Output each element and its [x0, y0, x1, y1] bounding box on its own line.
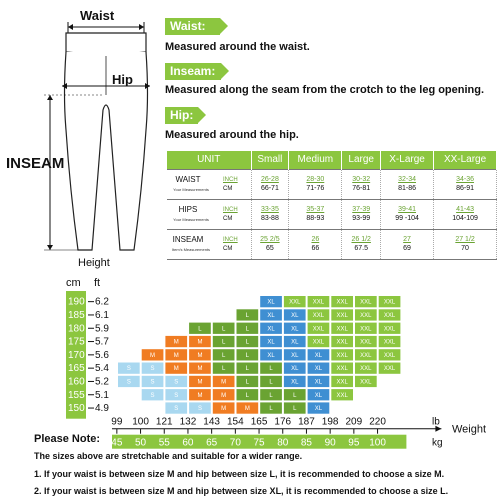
table-cell: 35-37 88-93: [289, 199, 342, 229]
table-cell: 26 1/2 67.5: [342, 229, 381, 259]
weight-lb-tick: 187: [298, 416, 315, 428]
header-small: Small: [251, 151, 289, 169]
hip-tag: Hip:: [165, 107, 198, 124]
unit-cm: CM: [223, 215, 233, 222]
row-head-inseam: [167, 229, 251, 259]
waist-label: Waist: [80, 8, 115, 23]
size-cell-label: M: [221, 379, 227, 386]
size-table: [167, 151, 497, 260]
size-cell-label: M: [197, 379, 203, 386]
row-subtitle: Your Measurements: [173, 216, 209, 222]
size-cell-label: M: [173, 352, 179, 359]
size-cell-label: M: [221, 406, 227, 413]
height-cm-tick: 185: [68, 309, 85, 321]
inseam-label: INSEAM: [6, 155, 65, 172]
size-cell-label: L: [245, 312, 250, 319]
size-cell-label: XXL: [360, 299, 372, 306]
header-large: Large: [342, 151, 381, 169]
size-cell-label: XL: [291, 312, 299, 319]
size-cell-label: L: [221, 326, 226, 333]
row-subtitle: Item's Measurements: [171, 246, 211, 252]
inseam-description: Measured along the seam from the crotch to the leg opening.: [165, 84, 485, 96]
row-head-waist: [167, 169, 251, 199]
size-cell-label: L: [269, 392, 273, 399]
weight-lb-tick: 99: [111, 416, 123, 428]
height-ft-tick: 5.2: [95, 376, 109, 388]
size-cell-label: M: [150, 352, 156, 359]
weight-lb-tick: 121: [155, 416, 173, 428]
size-cell-label: XXL: [383, 352, 396, 359]
size-cell-label: M: [244, 406, 250, 413]
weight-unit-kg: kg: [432, 437, 443, 449]
size-cell-label: XL: [291, 339, 299, 346]
size-cell-label: XXL: [383, 366, 396, 373]
unit-cm: CM: [223, 185, 233, 192]
size-cell-label: S: [174, 392, 179, 399]
weight-title: Weight: [452, 423, 487, 436]
height-ft-tick: 5.7: [95, 336, 109, 348]
table-cell: 37-39 93-99: [342, 199, 381, 229]
height-cm-tick: 170: [68, 349, 85, 361]
weight-kg-tick: 55: [158, 437, 170, 449]
table-row-inseam: [167, 229, 497, 259]
table-cell: 33-35 83-88: [251, 199, 289, 229]
height-ft-tick: 5.9: [95, 323, 109, 335]
unit-cm: CM: [223, 245, 233, 252]
size-table-header: [167, 151, 497, 169]
table-row-waist: [167, 169, 497, 199]
size-cell-label: XXL: [360, 379, 372, 386]
weight-lb-tick: 132: [179, 416, 197, 428]
header-unit: UNIT: [167, 151, 251, 169]
table-cell: 34-36 86-91: [434, 169, 497, 199]
size-cell-label: XXL: [336, 326, 348, 333]
size-cell-label: XXL: [383, 312, 396, 319]
weight-kg-tick: 50: [134, 437, 147, 449]
table-cell: 26 66: [289, 229, 342, 259]
size-cell-label: XXL: [312, 312, 325, 319]
table-cell: 39-41 99 -104: [381, 199, 434, 229]
weight-lb-tick: 154: [227, 416, 244, 428]
table-cell: 30-32 76-81: [342, 169, 381, 199]
size-cell-label: XXL: [336, 366, 348, 373]
size-cell-label: XXL: [360, 339, 372, 346]
row-name: HIPS: [178, 204, 198, 214]
size-cell-label: L: [245, 352, 250, 359]
size-cell-label: XXL: [336, 352, 348, 359]
note-line: The sizes above are stretchable and suitable for a wider range.: [34, 451, 303, 461]
height-title: Height: [78, 257, 110, 269]
row-head-hips: [167, 199, 251, 229]
size-cell-label: L: [198, 326, 202, 333]
weight-kg-tick: 70: [229, 437, 241, 449]
table-cell: 41-43 104-109: [434, 199, 497, 229]
size-cell-label: S: [126, 379, 131, 386]
size-cell-label: M: [197, 392, 203, 399]
size-cell-label: XXL: [312, 299, 325, 306]
size-cell-label: XL: [267, 339, 275, 346]
size-cell-label: XL: [314, 366, 323, 373]
size-cell-label: S: [174, 406, 179, 413]
inseam-tag: Inseam:: [165, 63, 221, 80]
size-cell-label: L: [269, 406, 273, 413]
weight-lb-tick: 198: [321, 416, 339, 428]
size-cell-label: S: [150, 366, 155, 373]
size-cell-label: L: [245, 339, 250, 346]
size-cell-label: L: [245, 392, 250, 399]
size-cell-label: M: [197, 352, 203, 359]
header-medium: Medium: [289, 151, 342, 169]
size-cell-label: XXL: [336, 339, 348, 346]
size-cell-label: L: [221, 339, 226, 346]
size-cell-label: XXL: [312, 339, 325, 346]
weight-lb-tick: 165: [250, 416, 268, 428]
waist-description: Measured around the waist.: [165, 41, 310, 53]
table-cell: 26-28 66-71: [251, 169, 289, 199]
hip-description: Measured around the hip.: [165, 129, 299, 141]
weight-lb-tick: 209: [345, 416, 363, 428]
weight-lb-tick: 220: [369, 416, 386, 428]
size-cell-label: M: [197, 339, 203, 346]
size-cell-label: XXL: [336, 379, 348, 386]
size-cell-label: L: [269, 366, 273, 373]
weight-lb-tick: 100: [132, 416, 149, 428]
height-unit-cm: cm: [66, 277, 81, 289]
table-cell: 27 69: [381, 229, 434, 259]
size-cell-label: XL: [267, 326, 275, 333]
table-row-hips: [167, 199, 497, 229]
size-cell-label: L: [293, 406, 297, 413]
size-cell-label: XL: [267, 352, 275, 359]
height-ft-tick: 6.1: [95, 309, 109, 321]
size-cell-label: M: [221, 392, 227, 399]
size-cell-label: L: [245, 379, 250, 386]
size-cell-label: XXL: [289, 299, 301, 306]
size-cell-label: XXL: [360, 352, 372, 359]
hip-label: Hip: [112, 72, 133, 87]
size-cell-label: XXL: [360, 326, 372, 333]
unit-inch: INCH: [223, 206, 238, 213]
height-ft-tick: 5.6: [95, 349, 109, 361]
size-cell-label: L: [221, 366, 226, 373]
height-cm-tick: 180: [68, 323, 85, 335]
size-cell-label: XL: [291, 366, 299, 373]
height-cm-tick: 190: [68, 296, 85, 308]
row-name: WAIST: [175, 174, 201, 184]
size-cell-label: L: [269, 379, 273, 386]
size-cell-label: L: [293, 392, 297, 399]
height-ft-tick: 4.9: [95, 403, 109, 415]
size-cell-label: S: [150, 392, 155, 399]
size-cell-label: XXL: [336, 312, 348, 319]
weight-lb-tick: 143: [203, 416, 220, 428]
unit-inch: INCH: [223, 236, 238, 243]
size-cell-label: XL: [314, 392, 323, 399]
leggings-diagram: [0, 0, 170, 270]
size-cell-label: XXL: [336, 299, 348, 306]
weight-kg-tick: 90: [324, 437, 336, 449]
table-cell: 25 2/5 65: [251, 229, 289, 259]
weight-unit-lb: lb: [432, 416, 440, 428]
size-cell-label: S: [197, 406, 202, 413]
waist-tag: Waist:: [165, 18, 220, 35]
note-line: 2. If your waist is between size M and hip between size XL, it is recommended to choose a size L.: [34, 486, 449, 496]
size-cell-label: L: [245, 326, 250, 333]
height-cm-tick: 150: [68, 403, 85, 415]
size-cell-label: XXL: [360, 366, 372, 373]
size-cell-label: XXL: [383, 299, 396, 306]
weight-kg-tick: 100: [369, 437, 386, 449]
height-ft-tick: 5.4: [95, 363, 109, 375]
height-cm-tick: 165: [68, 363, 85, 375]
weight-lb-tick: 176: [274, 416, 292, 428]
size-cell-label: L: [221, 352, 226, 359]
size-cell-label: XL: [314, 379, 323, 386]
height-ft-tick: 5.1: [95, 389, 109, 401]
unit-inch: INCH: [223, 176, 238, 183]
size-cell-label: XL: [267, 312, 275, 319]
table-cell: 28-30 71-76: [289, 169, 342, 199]
table-cell: 27 1/2 70: [434, 229, 497, 259]
weight-kg-tick: 95: [348, 437, 360, 449]
size-cell-label: XL: [314, 406, 323, 413]
size-cell-label: XL: [291, 326, 299, 333]
weight-kg-tick: 75: [253, 437, 265, 449]
height-ft-tick: 6.2: [95, 296, 109, 308]
size-cell-label: M: [173, 366, 179, 373]
size-cell-label: XXL: [383, 326, 396, 333]
size-cell-label: XXL: [312, 326, 325, 333]
height-cm-tick: 160: [68, 376, 85, 388]
weight-kg-tick: 65: [206, 437, 218, 449]
header-xx-large: XX-Large: [434, 151, 497, 169]
size-cell-label: L: [245, 366, 250, 373]
size-cell-label: XL: [291, 352, 299, 359]
size-cell-label: XL: [314, 352, 323, 359]
size-cell-label: XL: [267, 299, 275, 306]
weight-kg-tick: 80: [277, 437, 289, 449]
header-x-large: X-Large: [381, 151, 434, 169]
size-cell-label: M: [173, 339, 179, 346]
weight-kg-tick: 85: [300, 437, 313, 449]
size-cell-label: S: [150, 379, 155, 386]
weight-kg-tick: 45: [111, 437, 123, 449]
height-cm-tick: 175: [68, 336, 85, 348]
size-cell-label: S: [174, 379, 179, 386]
height-cm-tick: 155: [68, 389, 85, 401]
row-name: INSEAM: [172, 234, 204, 244]
size-cell-label: XXL: [383, 339, 396, 346]
leggings-illustration: [0, 0, 170, 270]
size-cell-label: M: [197, 366, 203, 373]
size-cell-label: S: [126, 366, 131, 373]
note-title: Please Note:: [34, 433, 101, 445]
height-unit-ft: ft: [94, 277, 101, 289]
size-cell-label: XXL: [336, 392, 348, 399]
table-cell: 32-34 81-86: [381, 169, 434, 199]
note-line: 1. If your waist is between size M and hip between size L, it is recommended to choose a size M.: [34, 469, 445, 479]
row-subtitle: Your Measurements: [173, 186, 209, 192]
weight-kg-tick: 60: [182, 437, 194, 449]
size-cell-label: XXL: [360, 312, 372, 319]
size-cell-label: XL: [291, 379, 299, 386]
